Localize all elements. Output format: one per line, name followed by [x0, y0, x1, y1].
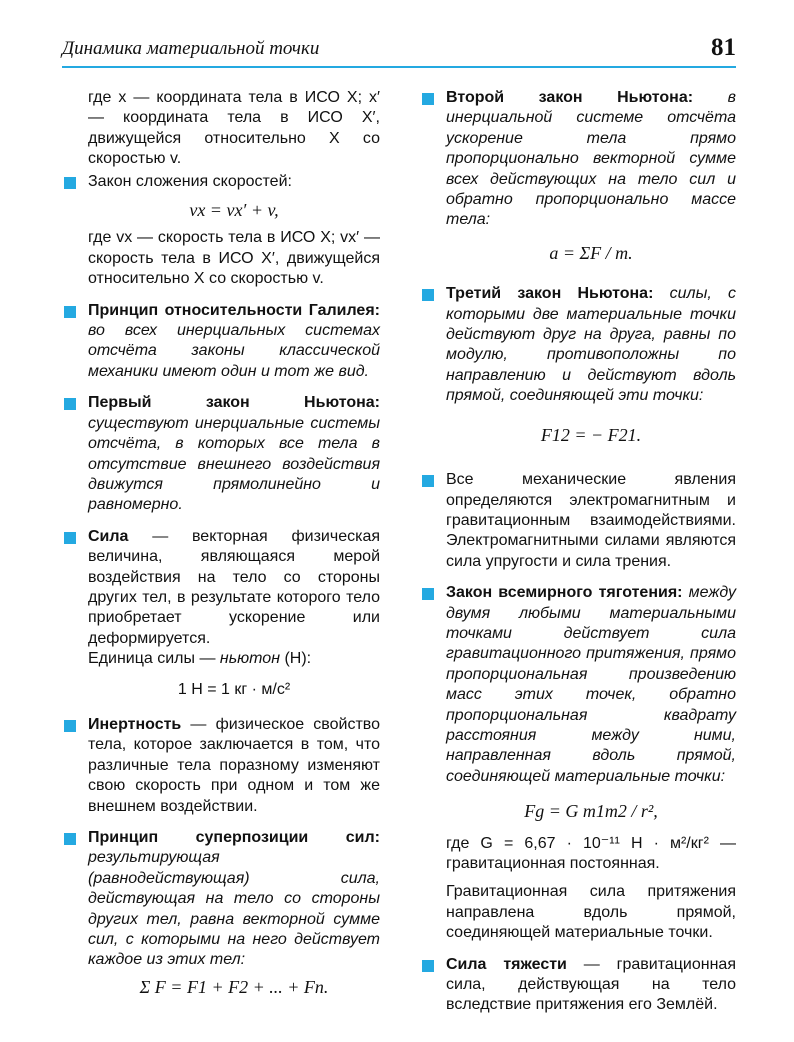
page-number: 81 — [711, 34, 736, 61]
bullet-marker — [64, 306, 76, 318]
inertia-title: Инертность — [88, 715, 182, 733]
newton-third-law — [420, 284, 736, 445]
universal-gravitation-law — [420, 583, 736, 944]
force-unit-name: ньютон — [219, 650, 281, 668]
galileo-text: во всех инерциальных системах отсчёта законы классической механики имеют один и тот же вид. — [88, 322, 380, 380]
coordinate-definition: где x — координата тела в ИСО X; x′ — координата тела в ИСО X′, движущейся относительно X со скоростью v. — [88, 89, 380, 168]
newton-unit-formula: 1 Н = 1 кг · м/с² — [177, 680, 291, 698]
newton-second-law — [420, 88, 736, 263]
superposition-principle — [62, 828, 380, 997]
newton3-title: Третий закон Ньютона: — [446, 285, 654, 303]
mechanical-text: Все механические явления определяются электромагнитным и гравитационным взаимодействиями. Электромагнитными силами являются сила упругости и сила трения. — [446, 471, 736, 570]
bullet-marker — [422, 93, 434, 105]
newton2-title: Второй закон Ньютона: — [446, 89, 694, 106]
force-unit-symbol: (Н): — [284, 650, 312, 668]
newton1-title: Первый закон Ньютона: — [88, 394, 380, 412]
superposition-title: Принцип суперпозиции сил: — [88, 829, 380, 846]
bullet-marker — [64, 720, 76, 732]
bullet-marker — [422, 588, 434, 600]
velocity-formula: vx = vx′ + v, — [189, 200, 279, 221]
bullet-marker — [422, 289, 434, 301]
bullet-marker — [64, 833, 76, 845]
newton3-text: силы, с которыми две материальные точки действуют друг на друга, равны по модулю, противоположны по направлению и действуют вдоль прямой, соединяющей эти точки: — [446, 285, 737, 405]
superposition-text: результирующая (равнодействующая) сила, действующая на тело со стороны других тел, равна векторной сумме сил, с которыми на него действует каждое из этих тел: — [88, 849, 380, 969]
bullet-marker — [64, 532, 76, 544]
velocity-addition-title: Закон сложения скоростей: — [88, 172, 292, 190]
gravitation-direction: Гравитационная сила притяжения направлена вдоль прямой, соединяющей материальные точки. — [446, 883, 736, 942]
newton2-text: в инерциальной системе отсчёта ускорение тела прямо пропорционально векторной сумме всех действующих на тело сил и обратно пропорционально массе тела: — [446, 89, 736, 229]
newton-first-law — [62, 393, 380, 515]
chapter-title: Динамика материальной точки — [62, 38, 320, 59]
gravity-text: — гравитационная сила, действующая на тело вследствие притяжения его Землёй. — [446, 955, 736, 1014]
gravity-force-definition — [420, 955, 736, 1016]
galileo-title: Принцип относительности Галилея: — [88, 301, 380, 319]
bullet-marker — [64, 177, 76, 189]
galileo-principle — [62, 301, 380, 383]
inertia-definition — [62, 715, 380, 817]
force-title: Сила — [88, 527, 129, 545]
newton1-text: существуют инерциальные системы отсчёта, в которых все тела в отсутствие внешнего воздействия движутся прямолинейно и равномерно. — [88, 414, 380, 514]
force-text: — векторная физическая величина, являющаяся мерой воздействия на тело со стороны других тел, в результате которого тело приобретает ускорение или деформируется. — [88, 527, 380, 647]
left-column — [62, 88, 380, 997]
newton3-formula: F12 = − F21. — [540, 424, 642, 445]
force-unit-line — [88, 649, 380, 669]
bullet-marker — [64, 398, 76, 410]
right-column — [420, 88, 736, 1016]
gravitational-constant: где G = 6,67 · 10⁻¹¹ Н · м²/кг² — гравитационная постоянная. — [446, 834, 736, 872]
page-header — [62, 34, 736, 68]
bullet-marker — [422, 475, 434, 487]
velocity-addition-law — [62, 172, 380, 290]
superposition-formula: Σ F = F1 + F2 + ... + Fn. — [139, 976, 329, 997]
mechanical-phenomena — [420, 470, 736, 572]
inertia-text: — физическое свойство тела, которое заключается в том, что различные тела поразному изменяют свою скорость при одном и том же внешнем воздействии. — [88, 715, 380, 815]
force-unit-label: Единица силы — — [88, 650, 216, 668]
force-definition — [62, 527, 380, 700]
velocity-explanation: где vx — скорость тела в ИСО X; vx′ — скорость тела в ИСО X′, движущейся относительно X со скоростью v. — [88, 229, 380, 288]
gravitation-title: Закон всемирного тяготения: — [446, 584, 683, 602]
gravitation-formula: Fg = G m1m2 / r², — [524, 801, 658, 822]
newton2-formula: a = ΣF / m. — [549, 242, 633, 263]
gravitation-text: между двумя любыми материальными точками действует сила гравитационного притяжения, прямо пропорциональная произведению масс этих точек, обратно пропорциональная квадрату расстояния между ними, направленная вдоль прямой, соединяющей материальные точки: — [446, 584, 736, 785]
bullet-marker — [422, 960, 434, 972]
gravity-title: Сила тяжести — [446, 955, 567, 973]
